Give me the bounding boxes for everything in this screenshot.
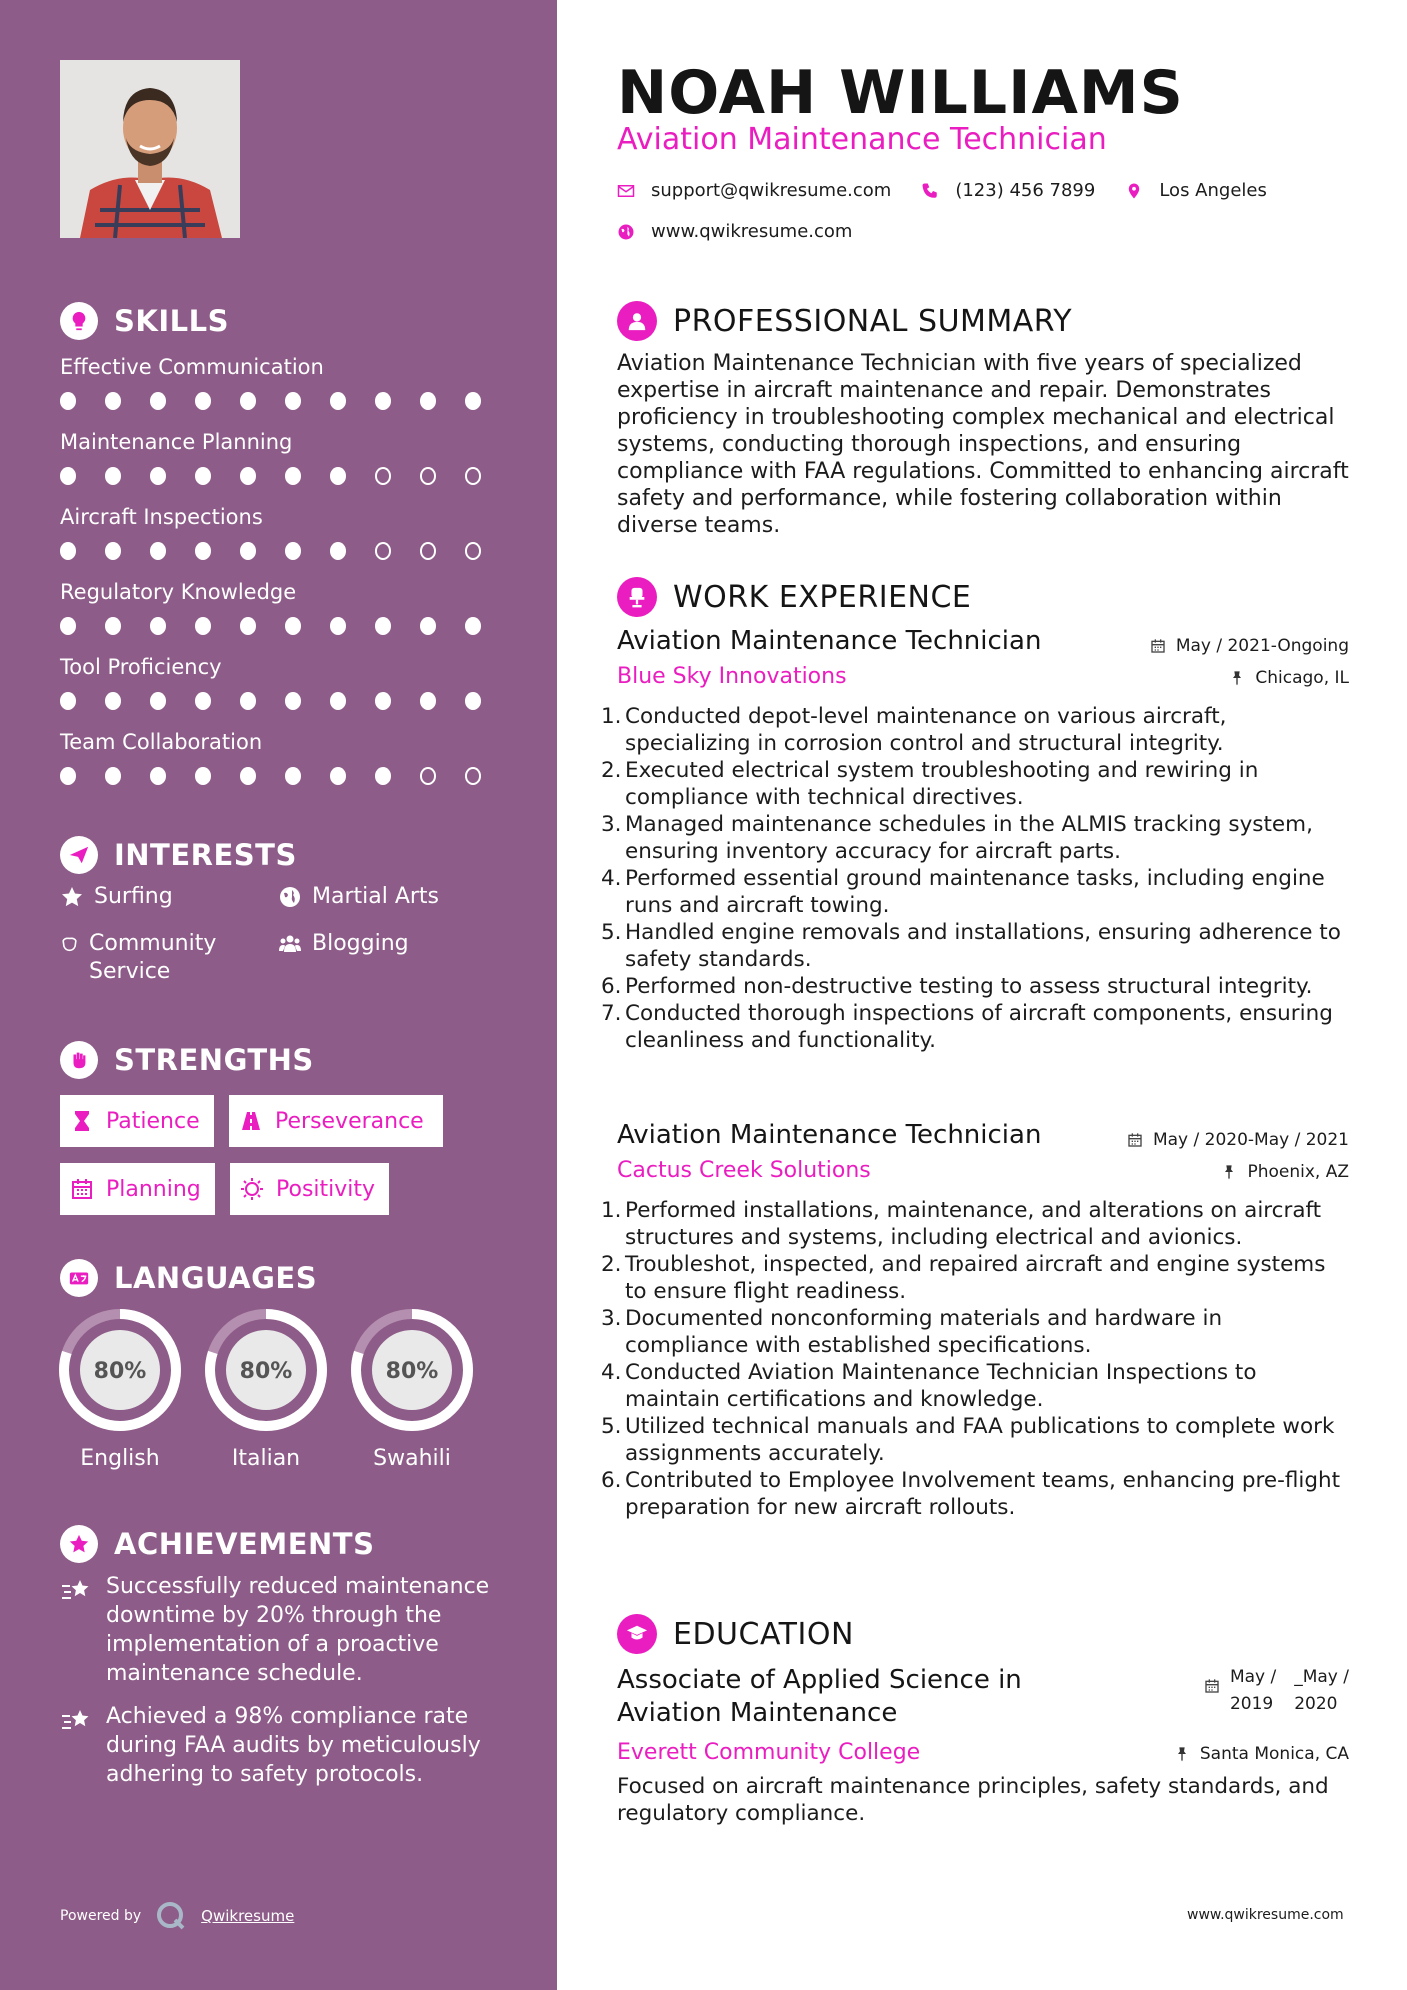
list-item: 6. Contributed to Employee Involvement teams, enhancing pre-flight preparation for new aircraft rollouts. — [601, 1468, 1341, 1520]
list-item: 5. Utilized technical manuals and FAA publications to complete work assignments accurately. — [601, 1414, 1335, 1466]
globe-icon — [278, 885, 302, 909]
rating-dot-filled — [60, 617, 76, 635]
skill-item: Tool Proficiency — [60, 650, 510, 725]
interest-item: Surfing — [60, 883, 173, 911]
rating-dot-filled — [420, 692, 436, 710]
paper-plane-icon — [60, 836, 98, 874]
rating-dot-filled — [195, 617, 211, 635]
qwikresume-link[interactable]: Qwikresume — [201, 1907, 295, 1925]
strength-tag: Patience — [60, 1095, 214, 1147]
calendar-icon — [1150, 638, 1166, 654]
list-item: 3. Documented nonconforming materials and hardware in compliance with established specifications. — [601, 1306, 1223, 1358]
skill-rating — [60, 542, 510, 560]
rating-dot-empty — [420, 767, 436, 785]
achievements-list — [60, 1572, 500, 1803]
qwikresume-logo-icon — [155, 1900, 187, 1932]
job-dates: May / 2021-Ongoing — [1150, 636, 1349, 656]
job-entry — [601, 626, 1349, 1054]
shooting-star-icon — [60, 1704, 92, 1736]
rating-dot-filled — [375, 692, 391, 710]
rating-dot-filled — [150, 392, 166, 410]
school-name: Everett Community College — [617, 1740, 921, 1765]
rating-dot-empty — [465, 467, 481, 485]
skill-rating — [60, 392, 510, 410]
rating-dot-filled — [330, 467, 346, 485]
rating-dot-filled — [420, 392, 436, 410]
list-item: 4. Conducted Aviation Maintenance Technician Inspections to maintain certifications and knowledge. — [601, 1360, 1257, 1412]
candidate-name: NOAH WILLIAMS — [617, 58, 1184, 128]
list-item: 6. Performed non-destructive testing to assess structural integrity. — [601, 974, 1313, 999]
rating-dot-filled — [195, 692, 211, 710]
calendar-icon — [70, 1177, 94, 1201]
rating-dot-filled — [240, 767, 256, 785]
list-item: 1. Performed installations, maintenance, and alterations on aircraft structures and systems, including electrical and avionics. — [601, 1198, 1322, 1250]
rating-dot-filled — [285, 692, 301, 710]
rating-dot-filled — [105, 617, 121, 635]
list-item: 4. Performed essential ground maintenance tasks, including engine runs and aircraft towing. — [601, 866, 1325, 918]
road-icon — [239, 1109, 263, 1133]
rating-dot-filled — [375, 617, 391, 635]
rating-dot-filled — [60, 767, 76, 785]
hand-icon — [60, 932, 79, 956]
rating-dot-filled — [240, 542, 256, 560]
rating-dot-empty — [420, 467, 436, 485]
rating-dot-filled — [285, 392, 301, 410]
fist-icon — [60, 1041, 98, 1079]
job-title: Aviation Maintenance Technician — [617, 626, 1042, 656]
rating-dot-filled — [330, 767, 346, 785]
interest-item: Community Service — [60, 930, 260, 986]
experience-heading: WORK EXPERIENCE — [617, 577, 971, 617]
candidate-title: Aviation Maintenance Technician — [617, 122, 1107, 157]
language-level: 80% — [93, 1359, 147, 1384]
rating-dot-filled — [150, 467, 166, 485]
rating-dot-filled — [150, 542, 166, 560]
language-item: 80% Italian — [204, 1308, 328, 1471]
language-level: 80% — [385, 1359, 439, 1384]
location-text: Los Angeles — [1159, 180, 1267, 201]
rating-dot-filled — [105, 542, 121, 560]
job-entry — [601, 1120, 1349, 1521]
calendar-icon — [1127, 1132, 1143, 1148]
rating-dot-filled — [105, 692, 121, 710]
rating-dot-empty — [465, 542, 481, 560]
map-pin-icon — [1125, 182, 1143, 200]
envelope-icon — [617, 182, 635, 200]
website-link[interactable]: www.qwikresume.com — [651, 221, 853, 242]
rating-dot-filled — [330, 617, 346, 635]
job-title: Aviation Maintenance Technician — [617, 1120, 1042, 1150]
language-item: 80% English — [58, 1308, 182, 1471]
star-badge-icon — [60, 1525, 98, 1563]
language-level-ring — [204, 1308, 328, 1432]
language-level-ring — [350, 1308, 474, 1432]
degree-title: Associate of Applied Science in Aviation Maintenance — [617, 1665, 1022, 1728]
summary-heading: PROFESSIONAL SUMMARY — [617, 301, 1072, 341]
education-description: Focused on aircraft maintenance principles, safety standards, and regulatory compliance. — [617, 1774, 1329, 1826]
pushpin-icon — [1174, 1746, 1190, 1762]
skill-rating — [60, 467, 510, 485]
rating-dot-filled — [60, 542, 76, 560]
strength-tag: Positivity — [230, 1163, 389, 1215]
user-icon — [617, 301, 657, 341]
rating-dot-empty — [375, 467, 391, 485]
skill-item: Team Collaboration — [60, 725, 510, 800]
rating-dot-filled — [465, 617, 481, 635]
footer-website-link[interactable]: www.qwikresume.com — [1187, 1907, 1344, 1923]
email-link[interactable]: support@qwikresume.com — [651, 180, 892, 201]
rating-dot-filled — [60, 392, 76, 410]
contact-row — [617, 180, 1267, 201]
phone-number[interactable]: (123) 456 7899 — [955, 180, 1096, 201]
strengths-heading: STRENGTHS — [60, 1041, 314, 1079]
calendar-icon — [1204, 1678, 1220, 1694]
rating-dot-empty — [465, 767, 481, 785]
education-dates: May / 2019 _May / 2020 — [1204, 1664, 1349, 1718]
job-bullets — [601, 703, 1349, 1054]
website-row — [617, 221, 852, 242]
rating-dot-filled — [375, 392, 391, 410]
sun-icon — [240, 1177, 264, 1201]
shooting-star-icon — [60, 1574, 92, 1606]
rating-dot-filled — [330, 392, 346, 410]
list-item: 2. Troubleshot, inspected, and repaired aircraft and engine systems to ensure flight readiness. — [601, 1252, 1326, 1304]
list-item: 5. Handled engine removals and installations, ensuring adherence to safety standards. — [601, 920, 1341, 972]
languages-heading: LANGUAGES — [60, 1259, 317, 1297]
list-item: 1. Conducted depot-level maintenance on various aircraft, specializing in corrosion control and structural integrity. — [601, 704, 1227, 756]
rating-dot-empty — [420, 542, 436, 560]
hourglass-icon — [70, 1109, 94, 1133]
rating-dot-filled — [285, 542, 301, 560]
summary-text: Aviation Maintenance Technician with five years of specialized expertise in aircraft maintenance and repair. Demonstrates proficiency in troubleshooting complex mechanical and electrical systems, conducting thorough inspections, and ensuring compliance with FAA regulations. Committed to enhancing aircraft safety and performance, while fostering collaboration within diverse teams. — [617, 351, 1349, 538]
rating-dot-filled — [240, 392, 256, 410]
rating-dot-filled — [105, 767, 121, 785]
rating-dot-filled — [240, 692, 256, 710]
school-location: Santa Monica, CA — [1174, 1744, 1349, 1764]
skill-rating — [60, 767, 510, 785]
rating-dot-filled — [150, 617, 166, 635]
list-item: 7. Conducted thorough inspections of aircraft components, ensuring cleanliness and functionality. — [601, 1001, 1333, 1053]
phone-icon — [921, 182, 939, 200]
skills-list — [60, 350, 510, 800]
sidebar — [0, 0, 557, 1990]
company-name: Cactus Creek Solutions — [617, 1158, 871, 1183]
rating-dot-filled — [150, 767, 166, 785]
rating-dot-filled — [465, 692, 481, 710]
language-level: 80% — [239, 1359, 293, 1384]
rating-dot-filled — [195, 392, 211, 410]
rating-dot-filled — [330, 542, 346, 560]
rating-dot-filled — [375, 767, 391, 785]
list-item: 2. Executed electrical system troubleshooting and rewiring in compliance with technical directives. — [601, 758, 1259, 810]
education-entry — [617, 1664, 1349, 1827]
rating-dot-filled — [285, 467, 301, 485]
rating-dot-filled — [60, 692, 76, 710]
rating-dot-filled — [60, 467, 76, 485]
chair-icon — [617, 577, 657, 617]
list-item: 3. Managed maintenance schedules in the ALMIS tracking system, ensuring inventory accuracy for aircraft parts. — [601, 812, 1313, 864]
rating-dot-filled — [105, 392, 121, 410]
rating-dot-filled — [285, 617, 301, 635]
interest-item: Blogging — [278, 930, 409, 958]
lightbulb-icon — [60, 302, 98, 340]
company-name: Blue Sky Innovations — [617, 664, 847, 689]
interest-item: Martial Arts — [278, 883, 439, 911]
skill-rating — [60, 692, 510, 710]
rating-dot-filled — [465, 392, 481, 410]
powered-by: Powered by Qwikresume — [60, 1900, 294, 1932]
skill-item: Maintenance Planning — [60, 425, 510, 500]
rating-dot-filled — [420, 617, 436, 635]
pushpin-icon — [1221, 1164, 1237, 1180]
skills-heading: SKILLS — [60, 302, 229, 340]
strength-tag: Perseverance — [229, 1095, 443, 1147]
graduation-icon — [617, 1614, 657, 1654]
rating-dot-filled — [195, 767, 211, 785]
skill-item: Aircraft Inspections — [60, 500, 510, 575]
rating-dot-filled — [150, 692, 166, 710]
job-location: Phoenix, AZ — [1221, 1162, 1349, 1182]
achievement-item: Successfully reduced maintenance downtime by 20% through the implementation of a proactive maintenance schedule. — [60, 1572, 500, 1688]
achievements-heading: ACHIEVEMENTS — [60, 1525, 374, 1563]
users-icon — [278, 932, 302, 956]
rating-dot-empty — [375, 542, 391, 560]
rating-dot-filled — [330, 692, 346, 710]
skill-item: Regulatory Knowledge — [60, 575, 510, 650]
rating-dot-filled — [195, 542, 211, 560]
education-heading: EDUCATION — [617, 1614, 854, 1654]
strength-tag: Planning — [60, 1163, 215, 1215]
rating-dot-filled — [240, 617, 256, 635]
rating-dot-filled — [285, 767, 301, 785]
skill-item: Effective Communication — [60, 350, 510, 425]
pushpin-icon — [1229, 670, 1245, 686]
language-icon — [60, 1259, 98, 1297]
globe-icon — [617, 223, 635, 241]
language-item: 80% Swahili — [350, 1308, 474, 1471]
rating-dot-filled — [240, 467, 256, 485]
rating-dot-filled — [105, 467, 121, 485]
job-bullets — [601, 1197, 1349, 1521]
job-location: Chicago, IL — [1229, 668, 1349, 688]
star-icon — [60, 885, 84, 909]
rating-dot-filled — [195, 467, 211, 485]
job-dates: May / 2020-May / 2021 — [1127, 1130, 1349, 1150]
interests-heading: INTERESTS — [60, 836, 297, 874]
achievement-item: Achieved a 98% compliance rate during FAA audits by meticulously adhering to safety protocols. — [60, 1702, 500, 1789]
skill-rating — [60, 617, 510, 635]
profile-photo — [60, 60, 240, 238]
language-level-ring — [58, 1308, 182, 1432]
